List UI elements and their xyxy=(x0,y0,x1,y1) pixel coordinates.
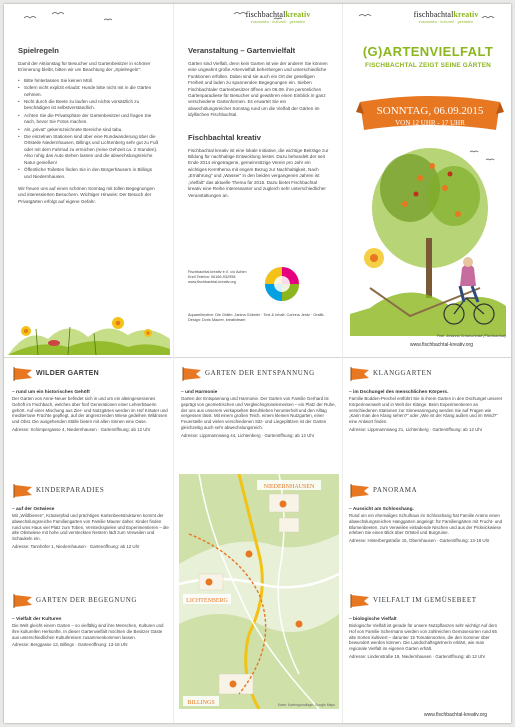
spielregeln-list xyxy=(18,78,160,180)
area-map xyxy=(179,474,339,709)
cover-title: (G)ARTENVIELFALT xyxy=(362,44,494,59)
fold-line xyxy=(4,357,511,358)
tile-kinderparadies xyxy=(12,484,169,550)
spielregeln-section xyxy=(18,46,160,209)
tile-subtitle: – biologische Vielfalt xyxy=(349,617,397,622)
tile-subtitle: – im Dschungel des menschlichen Körpers. xyxy=(349,390,449,395)
logo-slogan: zusammen · kulturell · gestalten xyxy=(418,20,474,24)
tile-text: Der Garten von Anne-Neuer befindet sich in und um ein alteingesessenes Gehöft im Fischbach, welches über fünf Generationen einer Lehrerbäuerin gehört. Auf einer Mischung aus Zier- und Nutzgärten werden im Hof Kräuter und mediterrane Früchte gepflegt, auf der angrenzenden Wiese gedeihen Wildrosen und Obst. Die ausgehenden Ställe bieten mit allen Sinnen eine Oase. xyxy=(12,396,168,425)
flag-icon xyxy=(12,367,34,381)
tile-title: GARTEN DER ENTSPANNUNG xyxy=(205,369,315,377)
credits: Aquarellmotive: Die Gräfin: Janina Göbeler · Text & Inhalt: Corinna Jentz · Grafik-Design: Doris Maurer, kreativteam xyxy=(188,313,325,322)
brand-logo xyxy=(228,10,328,24)
tile-title: PANORAMA xyxy=(373,486,418,494)
tile-wilder-garten xyxy=(12,367,169,433)
tile-garten-begegnung xyxy=(12,594,169,648)
flag-icon xyxy=(181,367,203,381)
tile-subtitle: – und Harmonie xyxy=(181,390,218,395)
tile-title: KLANGGARTEN xyxy=(373,369,433,377)
flag-icon xyxy=(349,367,371,381)
flag-icon xyxy=(12,484,34,498)
tile-panorama xyxy=(349,484,503,544)
tile-garten-entspannung xyxy=(181,367,338,439)
logo-main: fischbachtal xyxy=(245,10,286,19)
spielregeln-intro: Damit der Aktionstag für Besucher und Gartenbesitzer in schöner Erinnerung bleibt, bitten wir um Beachtung der „Spielregeln“: xyxy=(18,61,151,73)
list-item: • Öffentliche Toiletten finden Sie in den Bürgerhäusern in Billings und Niedernhausen. xyxy=(18,167,160,180)
cover-subtitle: FISCHBACHTAL ZEIGT SEINE GÄRTEN xyxy=(365,62,491,69)
tile-vielfalt-gemuesebeet xyxy=(349,594,503,660)
tile-subtitle: – auf der Ostwiese xyxy=(12,507,55,512)
kreativ-heading: Fischbachtal kreativ xyxy=(188,132,262,142)
logo-slogan: zusammen · kulturell · gestalten xyxy=(250,20,306,24)
meadow-illustration xyxy=(8,299,170,355)
tile-address: Adresse: Tannhöfer 1, Niedernhausen · Gartenöffnung: ab 12 Uhr xyxy=(12,543,140,549)
tile-address: Adresse: Schimpergasse 4, Niedernhausen · Gartenöffnung: ab 12 Uhr xyxy=(12,426,151,432)
tile-title: WILDER GARTEN xyxy=(36,370,100,377)
colorful-ball-logo xyxy=(262,264,302,304)
veranstaltung-section xyxy=(188,46,330,203)
tile-title: GARTEN DER BEGEGNUNG xyxy=(36,596,138,604)
tile-subtitle: – Vielfalt der Kulturen xyxy=(12,617,62,622)
veranstaltung-body: Gärten sind Vielfalt, denn kein Garten ist wie der andere! Sie können eine ungeahnt große Artenvielfalt beherbergen und unterschiedliche Funktionen erfüllen. Dabei sind sie auch ein Ort der geselligen Freiheit und laden zu spannenden Begegnungen ein. Sieben Fischbachtaler Gartenbesitzer öffnen am 06.09. ihre persönlichen Gartenparadiese für Besucher und gewähren einen Einblick in ganz verschiedene Gartenformen. Es erwartet Sie ein abwechslungsreicher Sonntag rund um die Vielfalt der Gärten im idyllischen Fischbachtal. xyxy=(188,61,328,118)
tile-title: VIELFALT IM GEMÜSEBEET xyxy=(373,596,477,604)
banner-line2: VON 12 UHR - 17 UHR xyxy=(395,119,465,127)
kreativ-body: Fischbachtal kreativ ist eine lokale Initiative, die wichtige Beiträge zur Bildung für nachhaltige Entwicklung leistet. Dazu behandelt der seit Ende 2014 eingetragene, gemeinnützige Verein pro Jahr ein wichtiges Kernthema mit engem Bezug zur Nachhaltigkeit. Nach „Ernährung“ und „Wasser“ in den beiden vergangenen Jahren ist „Vielfalt“ das aktuelle Thema für 2015. Dazu bietet Fischbachtal kreativ eine Reihe interessanter und zugleich sehr unterschiedlicher Veranstaltungen an. xyxy=(188,147,329,198)
tile-address: Adresse: Hinterbergstraße 15, Obernhausen · Gartenöffnung: 13-18 Uhr xyxy=(349,538,490,544)
tile-address: Adresse: Berggasse 13, Billings · Gartenöffnung: 13-18 Uhr xyxy=(12,642,128,648)
flag-icon xyxy=(12,594,34,608)
flyer-sheet xyxy=(4,4,511,723)
photo-caption: Foto: Johanna Scharschmidt (Fischbachtal) xyxy=(436,334,506,338)
veranstaltung-heading: Veranstaltung – Gartenvielfalt xyxy=(188,46,296,55)
tile-subtitle: – Aussicht am Schlosshang. xyxy=(349,507,414,512)
tile-klanggarten xyxy=(349,367,503,433)
map-label-bottom: BILLINGS xyxy=(187,700,215,706)
website-cover: www.fischbachtal-kreativ.org xyxy=(410,342,473,348)
list-item: • Nicht durch die Beete zu laufen und nichts vorsätzlich zu beschädigen ist selbstverständlich. xyxy=(18,99,160,112)
flag-icon xyxy=(349,594,371,608)
spielregeln-heading: Spielregeln xyxy=(18,46,59,55)
flag-icon xyxy=(349,484,371,498)
spielregeln-closing: Wir freuen uns auf einen schönen Sonntag mit tollen Begegnungen und interessierten Besuchern. Wichtiger Hinweis: Der Besuch der Privatgärten erfolgt auf eigene Gefahr. xyxy=(18,185,155,204)
tile-text: Garten der Entspannung und Harmonie. Der Garten von Familie Gerhard ist geprägt von geometrischen und Vergleichsgrünelementen – ein Platz der Ruhe, der uns aus unserem verkapselten Berufsleben herunterholt und den Alltag vergessen lässt. Mit einem großen Teich, einem kleinen Nutzgarten, einer Feuerstelle und vielen verschiedenen Sitz- und Liegeplätzen ist der Garten gleichzeitig auch sehr abwechslungsreich. xyxy=(181,396,336,430)
banner-line1: SONNTAG, 06.09.2015 xyxy=(376,105,484,117)
map-label-top: NIEDERNHAUSEN xyxy=(263,484,315,490)
garden-illustration xyxy=(350,138,506,336)
tile-address: Adresse: Lippmannsweg 21, Lichtenberg · Gartenöffnung: ab 12 Uhr xyxy=(349,426,483,432)
map-label-left: LICHTENBERG xyxy=(186,598,228,604)
list-item: • Bitte hinterlassen Sie keinen Müll. xyxy=(18,78,160,84)
tile-address: Adresse: Lippmannsweg 44, Lichtenberg · Gartenöffnung: ab 12 Uhr xyxy=(181,432,315,438)
website-footer: www.fischbachtal-kreativ.org xyxy=(424,712,487,718)
logo-accent: kreativ xyxy=(285,10,311,19)
map-caption: Karte: Kartengrundlage: Google Maps xyxy=(277,703,335,707)
tile-text: Biologische Vielfalt ist gerade für unsere Nutzpflanzen sehr wichtig! Auf dem Hof von Familie Schermann werden von zahlreichen Gemüsesorten rund 65 alte Sorten kultiviert – darunter 15 Tomatensorten, die den Sommer über bewundert werden können. Die Landschaftsgärtnerin erklärt, wie man regionale Vielfalt im eigenen Garten erhält. xyxy=(349,623,498,652)
list-item: • Als „privat“ gekennzeichnete Bereiche sind tabu. xyxy=(18,127,160,133)
list-item: • Achten Sie die Privatsphäre der Gartenbesitzer und fragen Sie nach, bevor Sie Fotos machen. xyxy=(18,113,160,126)
brand-logo xyxy=(396,10,496,24)
column-divider xyxy=(173,4,174,723)
tile-title: KINDERPARADIES xyxy=(36,486,105,494)
logo-main: fischbachtal xyxy=(413,10,454,19)
tile-address: Adresse: Lindenstraße 19, Niedernhausen · Gartenöffnung: ab 12 Uhr xyxy=(349,653,486,659)
tile-subtitle: – rund um ein historisches Gehöft xyxy=(12,390,90,395)
tile-text: Familie Bodden-Prechel entführt Sie in ihrem Garten in den Dschungel unserer Körperinnenwelt und in Welt der Klänge. Beim Experimentieren an verschiedenen Stationen zur Sinnesanregung werden Sie auf Fragen wie „Kann man den Klang sehen?“ oder „Wie ist der Klang außen und im Wind?“ eine Antwort finden. xyxy=(349,396,503,425)
tile-text: Mit „Wildbienen“, Kräuterpfad und prächtigen Kartenbeetstrukturen kommt der abwechslungsreiche Familiengarten von Familie Maurer daher. Kinder finden rund ums Haus viel Platz zum Toben, Versteckspielen und Experimentieren – die alte Obstwiese mit hohe und versteckten Nestern lädt zum Verweilen und Schaukeln ein. xyxy=(12,513,169,542)
contact-address: Fischbachtal kreativ e.V. c/o Achim Kreil Telefon: 06166-932958 www.fischbachtal-kreativ.org xyxy=(188,270,247,284)
tile-text: Die Welt gleicht einem Garten – so vielfältig sind ihre Menschen, Kulturen und ihre kulturellen Herkünfte. In dieser Gartenvielfalt möchten die Besitzer Gäste aus unterschiedlichen Kulturkreisen zusammenkommen lassen. xyxy=(12,623,164,640)
tile-text: Rund um ein ehemaliges Schulhaus im Schlosshang hat Familie Arams einen abwechslungsreichen Hanggarten angelegt: für Familiengärten mit Frucht- und Blumenbeeten, zum Verweilen einladende Nischen und aus der Picknickwiese erleben Sie einen Blick über Ortsteil und Burgruine. xyxy=(349,513,503,536)
list-item: • Die einzelnen Stationen sind über eine Rundwanderung über die Ortsteile Niedernhausen, Billings und Lichtenberg sehr gut zu Fuß oder mit dem Fahrrad zu erreichen (reine Gehzeit ca. 2 Stunden). Also ruhig das Auto stehen lassen und die abwechslungsreiche Natur genießen! xyxy=(18,134,160,166)
column-divider xyxy=(342,4,343,723)
date-banner xyxy=(356,92,504,136)
logo-accent: kreativ xyxy=(453,10,479,19)
list-item: • Sofern nicht explizit erlaubt: Hunde bitte nicht mit in die Gärten nehmen. xyxy=(18,85,160,98)
